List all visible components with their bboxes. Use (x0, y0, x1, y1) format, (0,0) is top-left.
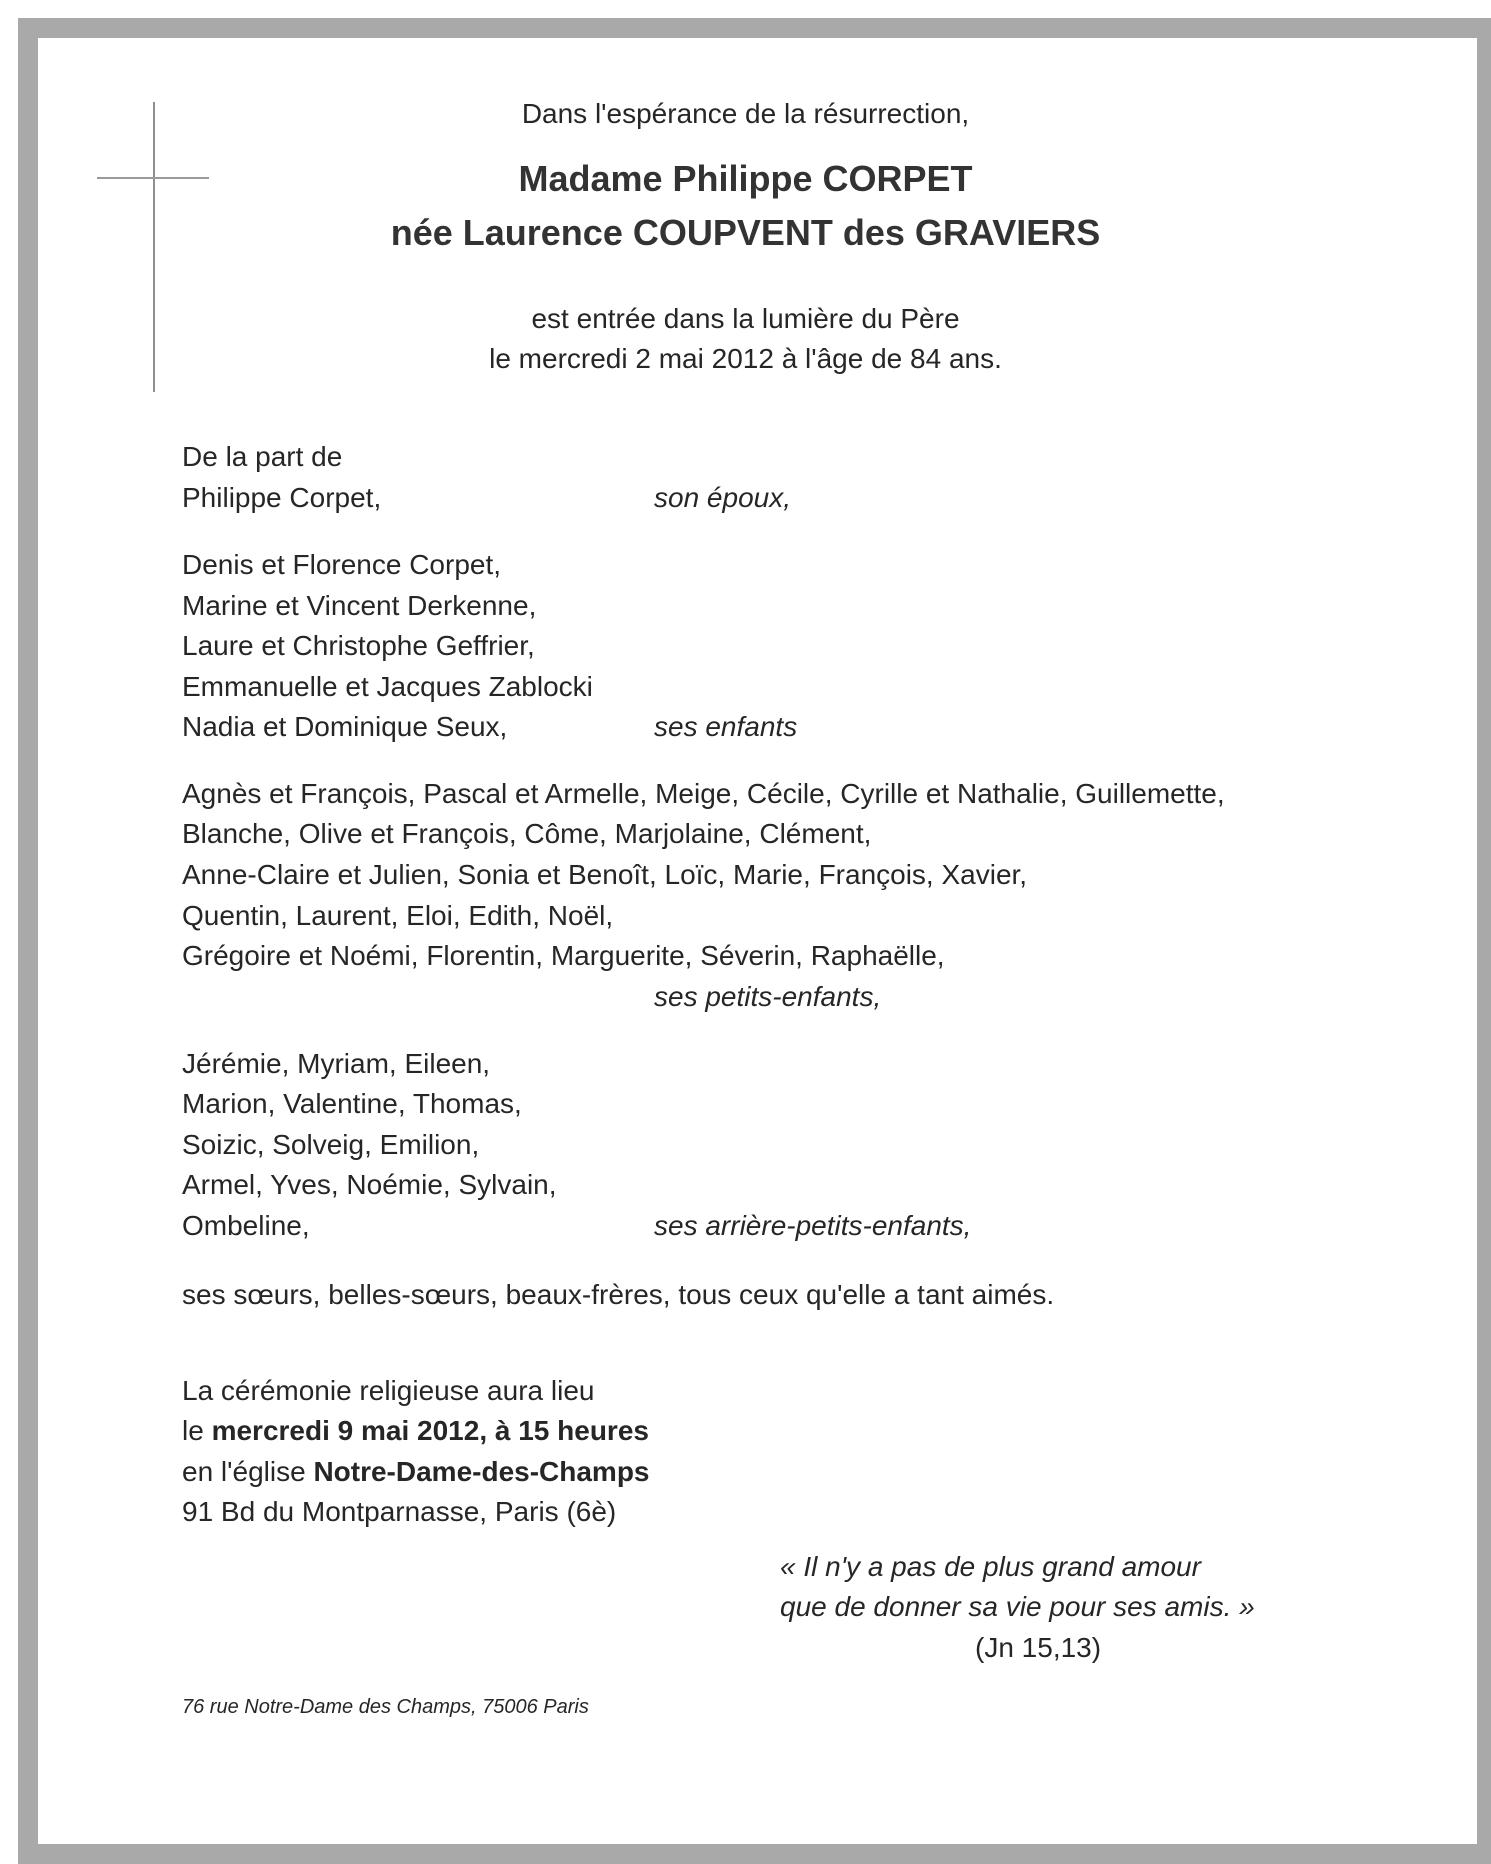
child-line: Nadia et Dominique Seux, (182, 711, 508, 742)
quote-line: « Il n'y a pas de plus grand amour (780, 1551, 1201, 1582)
ceremony-place-prefix: en l'église (182, 1456, 314, 1487)
ceremony-date (182, 1415, 649, 1447)
spouse-name: Philippe Corpet, (182, 482, 382, 513)
death-date: le mercredi 2 mai 2012 à l'âge de 84 ans. (489, 343, 1002, 374)
grandchild-line: Anne-Claire et Julien, Sonia et Benoît, Loïc, Marie, François, Xavier, (182, 859, 1028, 890)
footer-address: 76 rue Notre-Dame des Champs, 75006 Paris (182, 1696, 589, 1718)
child-line: Emmanuelle et Jacques Zablocki (182, 671, 593, 702)
great-grandchildren-relation: ses arrière-petits-enfants, (654, 1210, 972, 1241)
quote-line: que de donner sa vie pour ses amis. » (780, 1591, 1255, 1622)
spouse-relation: son époux, (654, 482, 791, 513)
ceremony-date-prefix: le (182, 1415, 212, 1446)
grandchild-line: Agnès et François, Pascal et Armelle, Meige, Cécile, Cyrille et Nathalie, Guillemette, (182, 778, 1225, 809)
grandchild-line: Blanche, Olive et François, Côme, Marjolaine, Clément, (182, 818, 872, 849)
great-grandchild-line: Marion, Valentine, Thomas, (182, 1088, 522, 1119)
children-relation: ses enfants (654, 711, 798, 742)
great-grandchild-line: Jérémie, Myriam, Eileen, (182, 1048, 491, 1079)
grandchild-line: Grégoire et Noémi, Florentin, Marguerite, Séverin, Raphaëlle, (182, 940, 945, 971)
child-line: Denis et Florence Corpet, (182, 549, 502, 580)
quote-reference: (Jn 15,13) (975, 1632, 1102, 1663)
child-line: Laure et Christophe Geffrier, (182, 630, 535, 661)
ceremony-address: 91 Bd du Montparnasse, Paris (6è) (182, 1496, 617, 1527)
death-announcement: est entrée dans la lumière du Père (531, 303, 960, 334)
child-line: Marine et Vincent Derkenne, (182, 590, 537, 621)
ceremony-place (182, 1456, 650, 1488)
great-grandchild-line: Armel, Yves, Noémie, Sylvain, (182, 1169, 557, 1200)
others-line: ses sœurs, belles-sœurs, beaux-frères, tous ceux qu'elle a tant aimés. (182, 1279, 1055, 1310)
church-name: Notre-Dame-des-Champs (313, 1456, 650, 1487)
intro-line: Dans l'espérance de la résurrection, (521, 98, 970, 129)
ceremony-date-bold: mercredi 9 mai 2012, à 15 heures (211, 1415, 649, 1446)
great-grandchild-line: Ombeline, (182, 1210, 310, 1241)
deceased-name: Madame Philippe CORPET (518, 158, 973, 199)
grandchild-line: Quentin, Laurent, Eloi, Edith, Noël, (182, 900, 614, 931)
ceremony-intro: La cérémonie religieuse aura lieu (182, 1375, 595, 1406)
from-label: De la part de (182, 441, 343, 472)
grandchildren-relation: ses petits-enfants, (654, 981, 882, 1012)
maiden-name: née Laurence COUPVENT des GRAVIERS (390, 212, 1101, 253)
great-grandchild-line: Soizic, Solveig, Emilion, (182, 1129, 480, 1160)
